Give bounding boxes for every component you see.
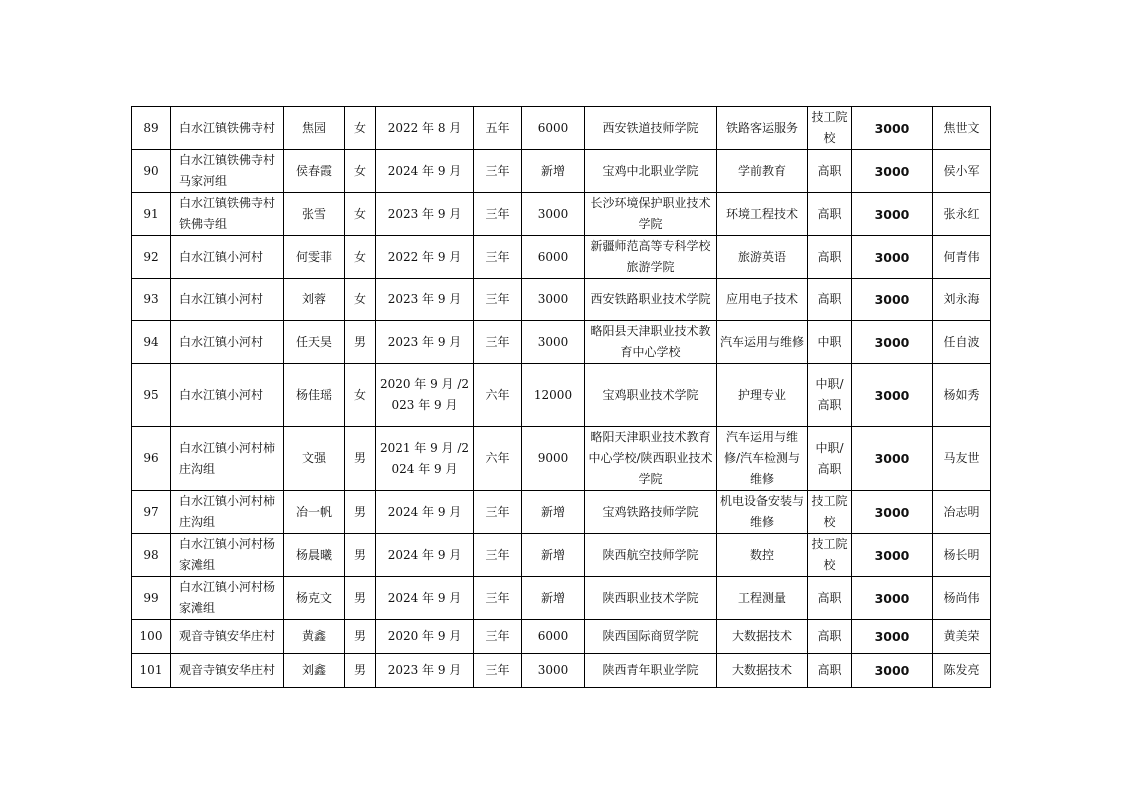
gender-cell: 男 — [345, 654, 376, 688]
guardian-name-cell: 杨长明 — [933, 534, 991, 577]
subsidy-amount-cell: 3000 — [852, 577, 933, 620]
subsidy-amount-cell: 3000 — [852, 534, 933, 577]
school-cell: 西安铁道技师学院 — [585, 107, 717, 150]
school-cell: 陕西国际商贸学院 — [585, 620, 717, 654]
subsidy-amount-cell: 3000 — [852, 193, 933, 236]
row-number: 90 — [132, 150, 171, 193]
enrollment-date-cell: 2023 年 9 月 — [376, 654, 474, 688]
village-cell: 白水江镇小河村 — [171, 236, 284, 279]
row-number: 93 — [132, 279, 171, 321]
major-cell: 数控 — [717, 534, 808, 577]
row-number: 99 — [132, 577, 171, 620]
duration-cell: 六年 — [474, 364, 522, 427]
table-row — [132, 620, 991, 654]
school-cell: 西安铁路职业技术学院 — [585, 279, 717, 321]
guardian-name-cell: 黄美荣 — [933, 620, 991, 654]
duration-cell: 三年 — [474, 193, 522, 236]
school-cell: 新疆师范高等专科学校旅游学院 — [585, 236, 717, 279]
major-cell: 机电设备安装与维修 — [717, 491, 808, 534]
village-cell: 白水江镇小河村 — [171, 321, 284, 364]
major-cell: 大数据技术 — [717, 620, 808, 654]
school-cell: 陕西青年职业学院 — [585, 654, 717, 688]
major-cell: 应用电子技术 — [717, 279, 808, 321]
education-level-cell: 高职 — [808, 193, 852, 236]
duration-cell: 三年 — [474, 279, 522, 321]
village-cell: 白水江镇小河村杨家滩组 — [171, 577, 284, 620]
education-level-cell: 高职 — [808, 279, 852, 321]
gender-cell: 女 — [345, 279, 376, 321]
duration-cell: 三年 — [474, 236, 522, 279]
enrollment-date-cell: 2024 年 9 月 — [376, 534, 474, 577]
major-cell: 工程测量 — [717, 577, 808, 620]
previous-amount-cell: 6000 — [522, 620, 585, 654]
student-name-cell: 张雪 — [284, 193, 345, 236]
table-row — [132, 150, 991, 193]
guardian-name-cell: 张永红 — [933, 193, 991, 236]
gender-cell: 男 — [345, 534, 376, 577]
table-row — [132, 193, 991, 236]
guardian-name-cell: 杨尚伟 — [933, 577, 991, 620]
education-level-cell: 技工院校 — [808, 107, 852, 150]
guardian-name-cell: 杨如秀 — [933, 364, 991, 427]
school-cell: 宝鸡中北职业学院 — [585, 150, 717, 193]
student-name-cell: 任天昊 — [284, 321, 345, 364]
table-body — [132, 107, 991, 688]
gender-cell: 女 — [345, 150, 376, 193]
row-number: 97 — [132, 491, 171, 534]
education-level-cell: 高职 — [808, 236, 852, 279]
education-level-cell: 中职/高职 — [808, 427, 852, 491]
education-level-cell: 中职 — [808, 321, 852, 364]
education-level-cell: 技工院校 — [808, 534, 852, 577]
subsidy-amount-cell: 3000 — [852, 279, 933, 321]
guardian-name-cell: 侯小军 — [933, 150, 991, 193]
enrollment-date-cell: 2020 年 9 月 — [376, 620, 474, 654]
guardian-name-cell: 焦世文 — [933, 107, 991, 150]
enrollment-date-cell: 2024 年 9 月 — [376, 150, 474, 193]
duration-cell: 五年 — [474, 107, 522, 150]
education-level-cell: 高职 — [808, 577, 852, 620]
major-cell: 铁路客运服务 — [717, 107, 808, 150]
table-row — [132, 364, 991, 427]
enrollment-date-cell: 2023 年 9 月 — [376, 321, 474, 364]
subsidy-amount-cell: 3000 — [852, 236, 933, 279]
school-cell: 略阳天津职业技术教育中心学校/陕西职业技术学院 — [585, 427, 717, 491]
student-name-cell: 刘鑫 — [284, 654, 345, 688]
table-row — [132, 534, 991, 577]
guardian-name-cell: 刘永海 — [933, 279, 991, 321]
row-number: 95 — [132, 364, 171, 427]
row-number: 101 — [132, 654, 171, 688]
enrollment-date-cell: 2022 年 8 月 — [376, 107, 474, 150]
village-cell: 白水江镇铁佛寺村 — [171, 107, 284, 150]
duration-cell: 三年 — [474, 620, 522, 654]
school-cell: 宝鸡铁路技师学院 — [585, 491, 717, 534]
village-cell: 白水江镇小河村 — [171, 364, 284, 427]
student-name-cell: 杨克文 — [284, 577, 345, 620]
village-cell: 白水江镇铁佛寺村马家河组 — [171, 150, 284, 193]
major-cell: 大数据技术 — [717, 654, 808, 688]
enrollment-date-cell: 2024 年 9 月 — [376, 491, 474, 534]
table-row — [132, 491, 991, 534]
student-name-cell: 杨佳瑶 — [284, 364, 345, 427]
duration-cell: 六年 — [474, 427, 522, 491]
guardian-name-cell: 何青伟 — [933, 236, 991, 279]
table-row — [132, 577, 991, 620]
gender-cell: 女 — [345, 236, 376, 279]
village-cell: 观音寺镇安华庄村 — [171, 620, 284, 654]
major-cell: 环境工程技术 — [717, 193, 808, 236]
student-name-cell: 冶一帆 — [284, 491, 345, 534]
row-number: 92 — [132, 236, 171, 279]
previous-amount-cell: 3000 — [522, 193, 585, 236]
previous-amount-cell: 3000 — [522, 654, 585, 688]
student-name-cell: 黄鑫 — [284, 620, 345, 654]
student-name-cell: 焦园 — [284, 107, 345, 150]
education-level-cell: 技工院校 — [808, 491, 852, 534]
previous-amount-cell: 新增 — [522, 491, 585, 534]
student-name-cell: 刘蓉 — [284, 279, 345, 321]
gender-cell: 男 — [345, 620, 376, 654]
table-row — [132, 236, 991, 279]
village-cell: 白水江镇小河村杨家滩组 — [171, 534, 284, 577]
gender-cell: 男 — [345, 491, 376, 534]
previous-amount-cell: 12000 — [522, 364, 585, 427]
education-level-cell: 高职 — [808, 620, 852, 654]
gender-cell: 男 — [345, 321, 376, 364]
duration-cell: 三年 — [474, 321, 522, 364]
village-cell: 观音寺镇安华庄村 — [171, 654, 284, 688]
enrollment-date-cell: 2023 年 9 月 — [376, 193, 474, 236]
education-level-cell: 高职 — [808, 654, 852, 688]
student-name-cell: 侯春霞 — [284, 150, 345, 193]
table-row — [132, 279, 991, 321]
table-row — [132, 321, 991, 364]
duration-cell: 三年 — [474, 150, 522, 193]
school-cell: 陕西职业技术学院 — [585, 577, 717, 620]
education-level-cell: 中职/高职 — [808, 364, 852, 427]
major-cell: 汽车运用与维修/汽车检测与维修 — [717, 427, 808, 491]
village-cell: 白水江镇小河村 — [171, 279, 284, 321]
row-number: 98 — [132, 534, 171, 577]
previous-amount-cell: 6000 — [522, 236, 585, 279]
row-number: 96 — [132, 427, 171, 491]
table-row — [132, 654, 991, 688]
major-cell: 护理专业 — [717, 364, 808, 427]
village-cell: 白水江镇铁佛寺村铁佛寺组 — [171, 193, 284, 236]
major-cell: 学前教育 — [717, 150, 808, 193]
student-name-cell: 何雯菲 — [284, 236, 345, 279]
subsidy-amount-cell: 3000 — [852, 150, 933, 193]
enrollment-date-cell: 2022 年 9 月 — [376, 236, 474, 279]
subsidy-amount-cell: 3000 — [852, 491, 933, 534]
subsidy-amount-cell: 3000 — [852, 620, 933, 654]
guardian-name-cell: 陈发亮 — [933, 654, 991, 688]
school-cell: 长沙环境保护职业技术学院 — [585, 193, 717, 236]
village-cell: 白水江镇小河村柿庄沟组 — [171, 491, 284, 534]
previous-amount-cell: 6000 — [522, 107, 585, 150]
previous-amount-cell: 新增 — [522, 150, 585, 193]
student-name-cell: 文强 — [284, 427, 345, 491]
guardian-name-cell: 任自波 — [933, 321, 991, 364]
village-cell: 白水江镇小河村柿庄沟组 — [171, 427, 284, 491]
gender-cell: 女 — [345, 107, 376, 150]
guardian-name-cell: 马友世 — [933, 427, 991, 491]
enrollment-date-cell: 2023 年 9 月 — [376, 279, 474, 321]
gender-cell: 女 — [345, 193, 376, 236]
enrollment-date-cell: 2024 年 9 月 — [376, 577, 474, 620]
school-cell: 陕西航空技师学院 — [585, 534, 717, 577]
duration-cell: 三年 — [474, 534, 522, 577]
previous-amount-cell: 3000 — [522, 279, 585, 321]
guardian-name-cell: 冶志明 — [933, 491, 991, 534]
school-cell: 略阳县天津职业技术教育中心学校 — [585, 321, 717, 364]
subsidy-amount-cell: 3000 — [852, 364, 933, 427]
enrollment-date-cell: 2020 年 9 月 /2023 年 9 月 — [376, 364, 474, 427]
duration-cell: 三年 — [474, 577, 522, 620]
education-level-cell: 高职 — [808, 150, 852, 193]
previous-amount-cell: 3000 — [522, 321, 585, 364]
previous-amount-cell: 新增 — [522, 534, 585, 577]
gender-cell: 女 — [345, 364, 376, 427]
subsidy-amount-cell: 3000 — [852, 427, 933, 491]
row-number: 94 — [132, 321, 171, 364]
duration-cell: 三年 — [474, 654, 522, 688]
student-name-cell: 杨晨曦 — [284, 534, 345, 577]
row-number: 91 — [132, 193, 171, 236]
major-cell: 汽车运用与维修 — [717, 321, 808, 364]
student-subsidy-table — [131, 106, 991, 688]
enrollment-date-cell: 2021 年 9 月 /2024 年 9 月 — [376, 427, 474, 491]
gender-cell: 男 — [345, 577, 376, 620]
subsidy-amount-cell: 3000 — [852, 321, 933, 364]
row-number: 89 — [132, 107, 171, 150]
gender-cell: 男 — [345, 427, 376, 491]
duration-cell: 三年 — [474, 491, 522, 534]
school-cell: 宝鸡职业技术学院 — [585, 364, 717, 427]
previous-amount-cell: 新增 — [522, 577, 585, 620]
row-number: 100 — [132, 620, 171, 654]
major-cell: 旅游英语 — [717, 236, 808, 279]
subsidy-amount-cell: 3000 — [852, 107, 933, 150]
subsidy-amount-cell: 3000 — [852, 654, 933, 688]
previous-amount-cell: 9000 — [522, 427, 585, 491]
table-row — [132, 107, 991, 150]
table-row — [132, 427, 991, 491]
